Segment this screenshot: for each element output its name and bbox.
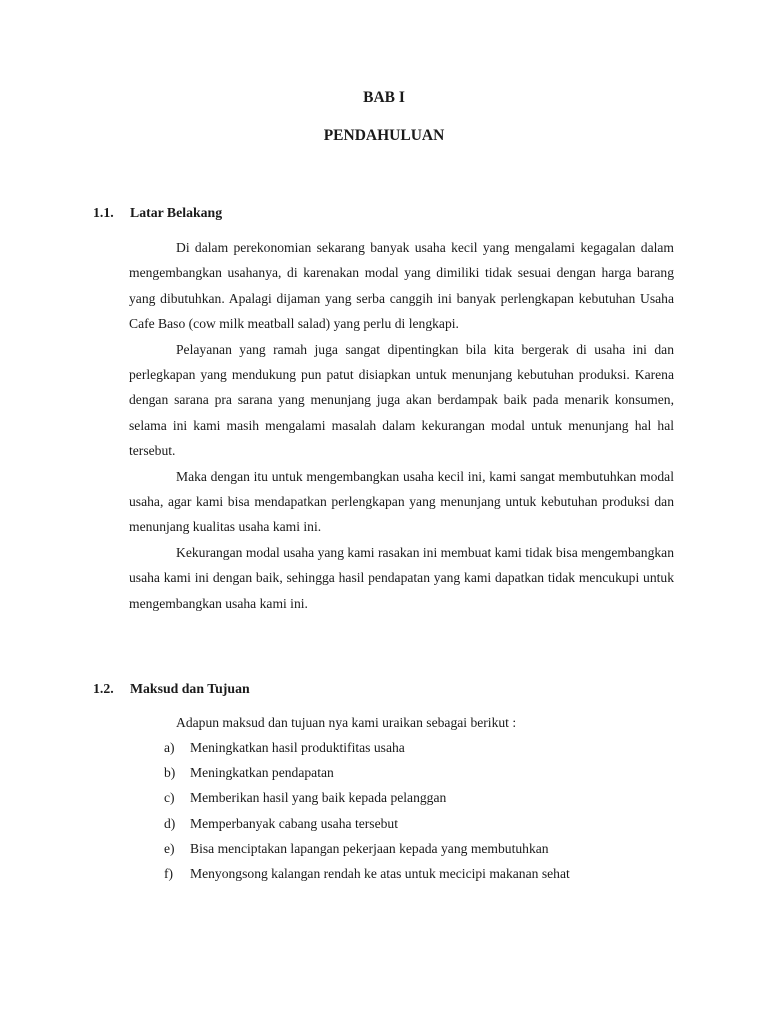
list-marker: c) — [164, 790, 175, 806]
list-item-text: Memperbanyak cabang usaha tersebut — [190, 815, 398, 831]
list-item — [164, 790, 570, 815]
section-heading-latar-belakang — [93, 205, 222, 221]
paragraph: Pelayanan yang ramah juga sangat dipentingkan bila kita bergerak di usaha ini dan perlegkapan yang mendukung pun patut disiapkan untuk menunjang kebutuhan produksi. Karena dengan sarana pra sarana yang menunjang juga akan berdampak baik pada menarik konsumen, selama ini kami masih mengalami masalah dalam kekurangan modal untuk menunjang hal hal tersebut. — [129, 341, 674, 459]
list-item-text: Bisa menciptakan lapangan pekerjaan kepada yang membutuhkan — [190, 840, 549, 856]
chapter-label: BAB I — [363, 89, 405, 106]
list-item-text: Meningkatkan pendapatan — [190, 765, 334, 781]
section-title: Latar Belakang — [130, 205, 223, 220]
section-number: 1.2. — [93, 681, 114, 696]
list-item — [164, 740, 570, 765]
section-title: Maksud dan Tujuan — [130, 681, 250, 696]
section-body-latar-belakang — [129, 235, 674, 616]
list-marker: f) — [164, 865, 174, 881]
section-heading-maksud-tujuan — [93, 681, 250, 697]
paragraph: Di dalam perekonomian sekarang banyak usaha kecil yang mengalami kegagalan dalam mengembangkan usahanya, di karenakan modal yang dimiliki tidak sesuai dengan harga barang yang dibutuhkan. Apalagi dijaman yang serba canggih ini banyak perlengkapan kebutuhan Usaha Cafe Baso (cow milk meatball salad) yang perlu di lengkapi. — [129, 240, 674, 332]
list-item — [164, 816, 570, 841]
paragraph: Kekurangan modal usaha yang kami rasakan ini membuat kami tidak bisa mengembangkan usaha kami ini dengan baik, sehingga hasil pendapatan yang kami dapatkan tidak mencukupi untuk mengembangkan usaha kami ini. — [129, 544, 674, 611]
list-item-text: Meningkatkan hasil produktifitas usaha — [190, 740, 405, 755]
list-item — [164, 866, 570, 891]
goals-list — [164, 740, 570, 891]
section-number: 1.1. — [93, 205, 114, 220]
list-marker: a) — [164, 740, 175, 755]
list-marker: e) — [164, 840, 175, 856]
list-item-text: Menyongsong kalangan rendah ke atas untuk mecicipi makanan sehat — [190, 865, 570, 881]
paragraph: Maka dengan itu untuk mengembangkan usaha kecil ini, kami sangat membutuhkan modal usaha, agar kami bisa mendapatkan perlengkapan yang menunjang untuk kebutuhan produksi dan menunjang kualitas usaha kami ini. — [129, 468, 674, 535]
list-item-text: Memberikan hasil yang baik kepada pelanggan — [190, 790, 447, 806]
list-intro: Adapun maksud dan tujuan nya kami uraikan sebagai berikut : — [176, 715, 517, 730]
list-item — [164, 841, 570, 866]
list-marker: b) — [164, 765, 176, 781]
list-marker: d) — [164, 815, 176, 831]
list-item — [164, 765, 570, 790]
chapter-title: PENDAHULUAN — [323, 127, 445, 144]
